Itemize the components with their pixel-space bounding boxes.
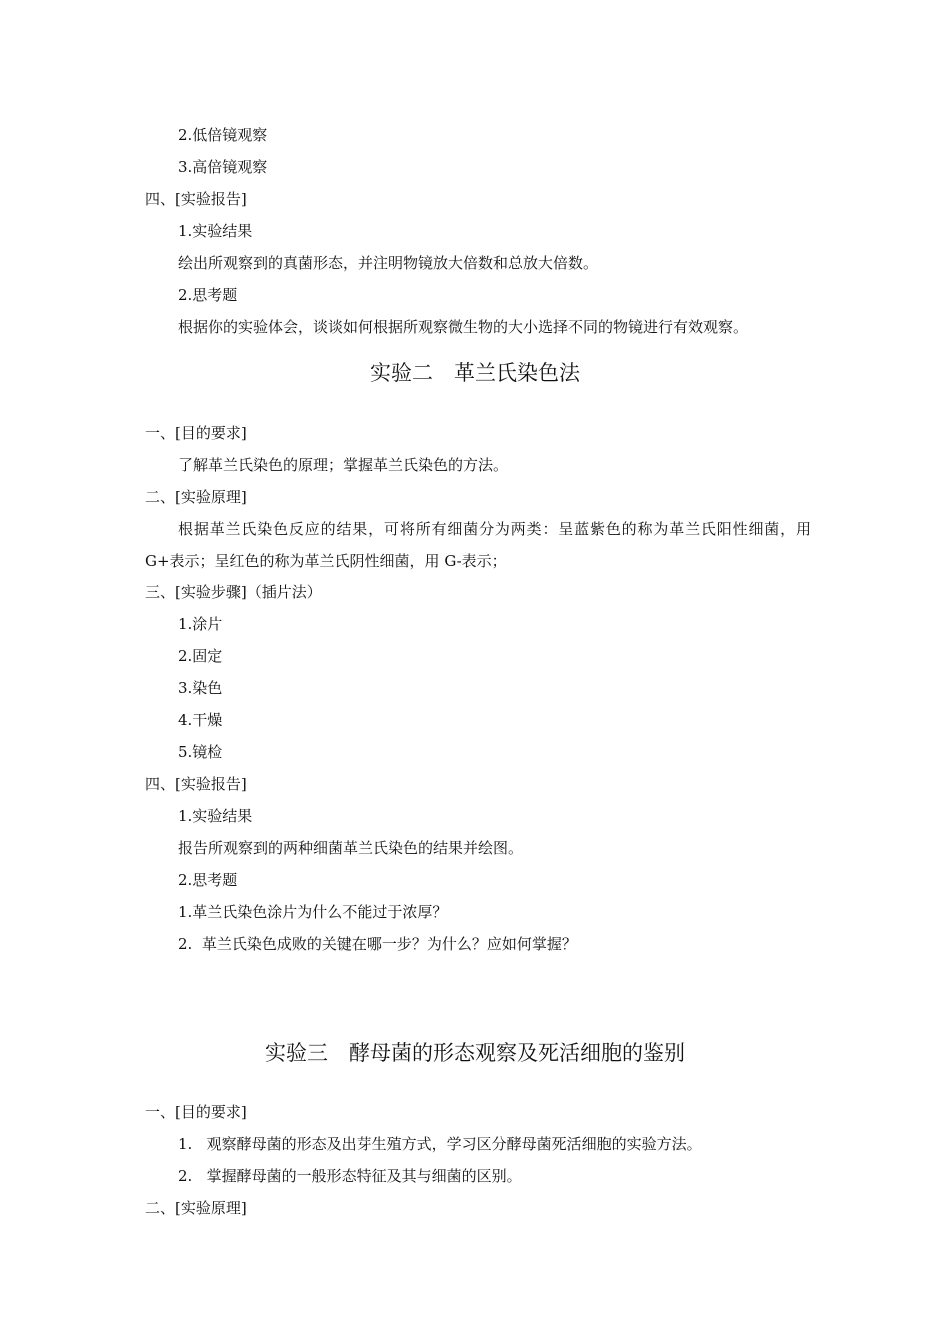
experiment2-step: 2.固定 <box>178 647 223 665</box>
experiment2-steps-heading: 三、[实验步骤]（插片法） <box>145 583 322 601</box>
experiment2-question: 1.革兰氏染色涂片为什么不能过于浓厚？ <box>178 903 448 921</box>
experiment3-title: 实验三 酵母菌的形态观察及死活细胞的鉴别 <box>265 1041 685 1065</box>
experiment2-aim-text: 了解革兰氏染色的原理；掌握革兰氏染色的方法。 <box>178 456 509 474</box>
experiment3-aim-heading: 一、[目的要求] <box>145 1103 247 1121</box>
experiment2-question-heading: 2.思考题 <box>178 871 238 889</box>
experiment2-principle-text: 根据革兰氏染色反应的结果，可将所有细菌分为两类：呈蓝紫色的称为革兰氏阳性细菌，用 G+表示；呈红色的称为革兰氏阴性细菌，用 G-表示； <box>145 520 811 570</box>
report-heading: 四、[实验报告] <box>145 190 247 208</box>
experiment2-step: 5.镜检 <box>178 743 223 761</box>
experiment3-aim: 2. 掌握酵母菌的一般形态特征及其与细菌的区别。 <box>178 1167 522 1185</box>
step-low-power: 2.低倍镜观察 <box>178 126 268 144</box>
question-text: 根据你的实验体会，谈谈如何根据所观察微生物的大小选择不同的物镜进行有效观察。 <box>178 318 749 336</box>
experiment2-result-text: 报告所观察到的两种细菌革兰氏染色的结果并绘图。 <box>178 839 524 857</box>
experiment2-question: 2. 革兰氏染色成败的关键在哪一步？为什么？应如何掌握？ <box>178 935 577 953</box>
experiment2-step: 3.染色 <box>178 679 223 697</box>
experiment2-step: 1.涂片 <box>178 615 223 633</box>
experiment2-report-heading: 四、[实验报告] <box>145 775 247 793</box>
result-heading: 1.实验结果 <box>178 222 253 240</box>
step-high-power: 3.高倍镜观察 <box>178 158 268 176</box>
experiment2-principle-heading: 二、[实验原理] <box>145 488 247 506</box>
question-heading: 2.思考题 <box>178 286 238 304</box>
experiment2-title: 实验二 革兰氏染色法 <box>370 361 580 385</box>
experiment3-aim: 1. 观察酵母菌的形态及出芽生殖方式，学习区分酵母菌死活细胞的实验方法。 <box>178 1135 702 1153</box>
experiment3-principle-heading: 二、[实验原理] <box>145 1199 247 1217</box>
experiment2-result-heading: 1.实验结果 <box>178 807 253 825</box>
result-text: 绘出所观察到的真菌形态，并注明物镜放大倍数和总放大倍数。 <box>178 254 599 272</box>
experiment2-aim-heading: 一、[目的要求] <box>145 424 247 442</box>
experiment2-step: 4.干燥 <box>178 711 223 729</box>
